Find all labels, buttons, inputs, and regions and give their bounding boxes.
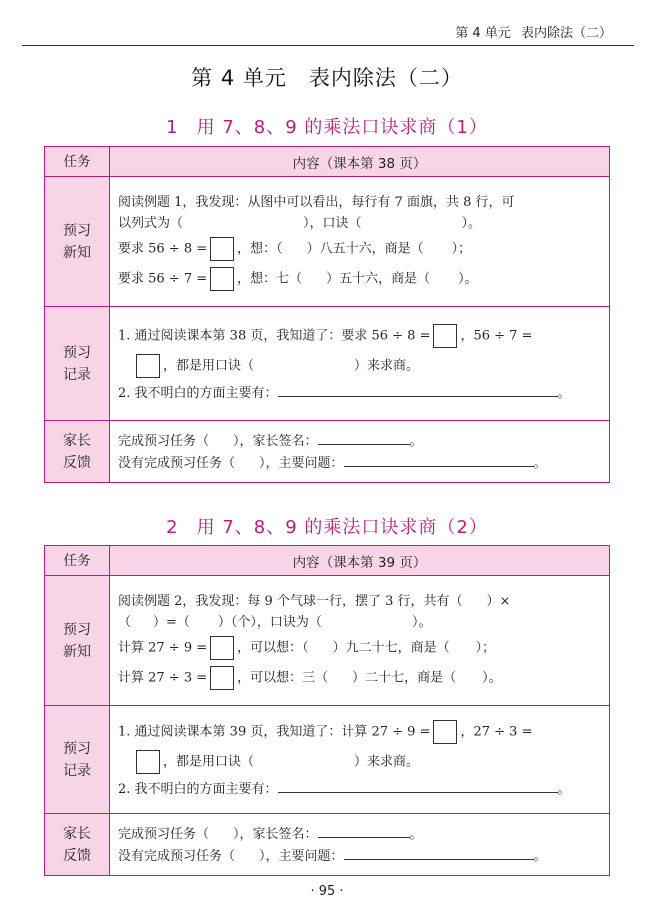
task-table-1 [44, 146, 610, 483]
row-content-feedback: 完成预习任务（ ），家长签名： 。 没有完成预习任务（ ），主要问题： 。 [110, 421, 610, 483]
row-label-record: 预习 记录 [45, 307, 110, 421]
row-content-record: 1. 通过阅读课本第 38 页，我知道了：要求 56 ÷ 8 = ，56 ÷ 7 = ，都是用口诀（ ）来求商。 2. 我不明白的方面主要有： 。 [110, 307, 610, 421]
row-feedback [45, 421, 610, 483]
row-label-record: 预习 记录 [45, 706, 110, 814]
section-title-2 [0, 513, 654, 539]
col-task: 任务 [45, 546, 110, 576]
row-record [45, 706, 610, 814]
row-content-preview: 阅读例题 1，我发现：从图中可以看出，每行有 7 面旗，共 8 行，可 以列式为（ ），口诀（ ）。 要求 56 ÷ 8 = ，想：（ ）八五十六，商是（ ）； 要求 56 ÷ 7 = ，想：七（ ）五十六，商是（ ）。 [110, 177, 610, 307]
section-number: 2 [166, 517, 179, 538]
header-rule [22, 45, 634, 46]
row-record [45, 307, 610, 421]
row-label-preview: 预习 新知 [45, 576, 110, 706]
row-content-preview: 阅读例题 2，我发现：每 9 个气球一行，摆了 3 行，共有（ ）× （ ）=（ ）（个），口诀为（ ）。 计算 27 ÷ 9 = ，可以想：（ ）九二十七，商是（ ）； 计算 27 ÷ 3 = ，可以想：三（ ）二十七，商是（ ）。 [110, 576, 610, 706]
col-task: 任务 [45, 147, 110, 177]
section-title-1 [0, 113, 654, 139]
task-table-2 [44, 545, 610, 876]
table-header-row [45, 147, 610, 177]
page-number: · 95 · [310, 884, 344, 899]
answer-box[interactable] [210, 666, 234, 690]
section-title-text: 用 7、8、9 的乘法口诀求商（2） [196, 517, 488, 538]
section-title-text: 用 7、8、9 的乘法口诀求商（1） [196, 117, 488, 138]
row-preview [45, 177, 610, 307]
col-content: 内容（课本第 39 页） [110, 546, 610, 576]
table-header-row [45, 546, 610, 576]
page-title-unit: 第 4 单元 [191, 66, 287, 90]
answer-line[interactable] [344, 845, 534, 860]
running-header-unit: 第 4 单元 [455, 26, 511, 41]
answer-line[interactable] [278, 778, 558, 793]
answer-box[interactable] [433, 324, 457, 348]
answer-box[interactable] [210, 267, 234, 291]
running-header [449, 22, 612, 41]
col-content: 内容（课本第 38 页） [110, 147, 610, 177]
row-label-feedback: 家长 反馈 [45, 421, 110, 483]
page-title [0, 62, 654, 92]
running-header-name: 表内除法（二） [520, 26, 612, 41]
row-content-feedback: 完成预习任务（ ），家长签名： 。 没有完成预习任务（ ），主要问题： 。 [110, 814, 610, 876]
row-feedback [45, 814, 610, 876]
row-preview [45, 576, 610, 706]
answer-box[interactable] [210, 237, 234, 261]
answer-line[interactable] [344, 452, 534, 467]
answer-box[interactable] [136, 750, 160, 774]
row-content-record: 1. 通过阅读课本第 39 页，我知道了：计算 27 ÷ 9 = ，27 ÷ 3 = ，都是用口诀（ ）来求商。 2. 我不明白的方面主要有： 。 [110, 706, 610, 814]
answer-box[interactable] [136, 354, 160, 378]
signature-line[interactable] [318, 823, 410, 838]
signature-line[interactable] [318, 430, 410, 445]
answer-box[interactable] [433, 720, 457, 744]
row-label-preview: 预习 新知 [45, 177, 110, 307]
page-title-name: 表内除法（二） [308, 66, 463, 90]
answer-line[interactable] [278, 382, 558, 397]
row-label-feedback: 家长 反馈 [45, 814, 110, 876]
section-number: 1 [166, 117, 179, 138]
answer-box[interactable] [210, 636, 234, 660]
